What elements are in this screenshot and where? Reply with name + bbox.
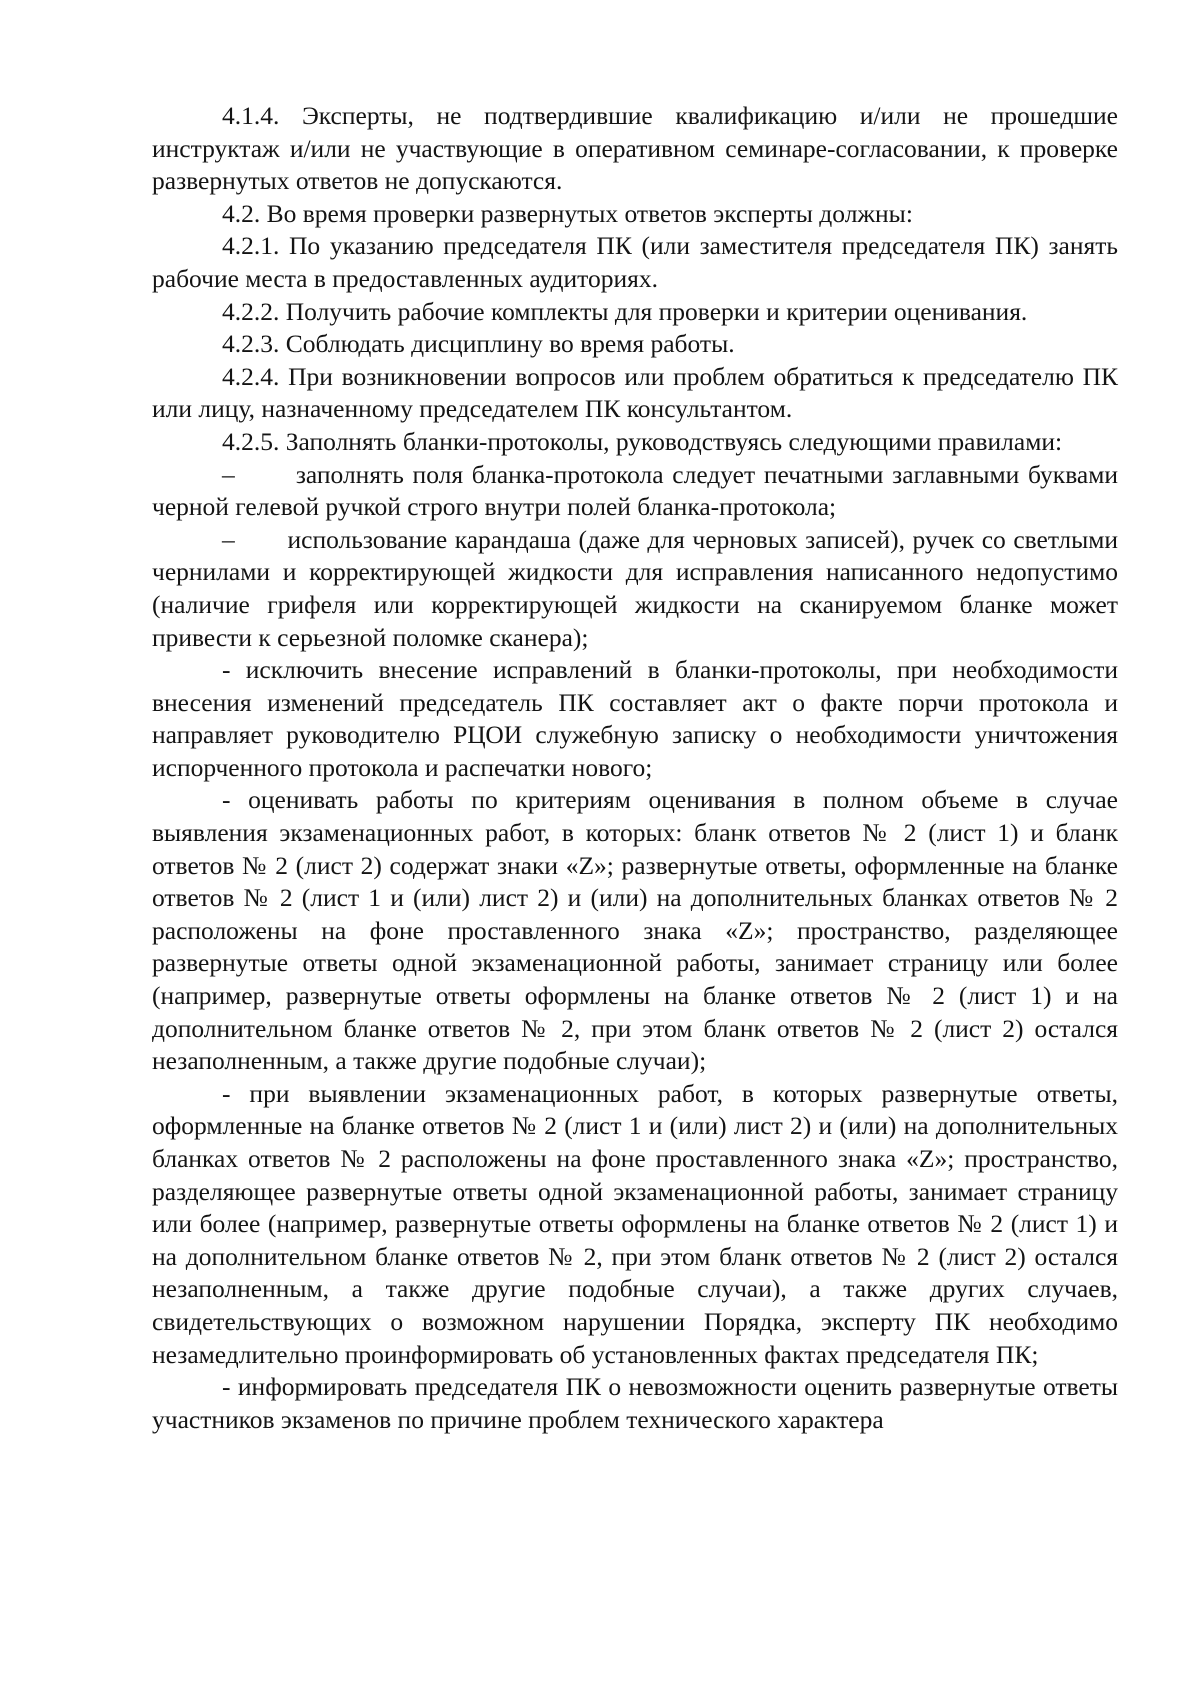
list-item-report-violations: - при выявлении экзаменационных работ, в которых развернутые ответы, оформленные на бланке ответов № 2 (лист 1 и (или) лист 2) и (или) на дополнительных бланках ответов № 2 расположены на фоне проставленного знака «Z»; пространство, разделяющее развернутые ответы одной экзаменационной работы, занимает страницу или более (например, развернутые ответы оформлены на бланке ответов № 2 (лист 1) и на дополнительном бланке ответов № 2, при этом бланк ответов № 2 (лист 2) остался незаполненным, а также другие подобные случаи), а также других случаев, свидетельствующих о возможном нарушении Порядка, эксперту ПК необходимо незамедлительно проинформировать об установленных фактах председателя ПК; (152, 1078, 1118, 1369)
paragraph-4-1-4: 4.1.4. Эксперты, не подтвердившие квалификацию и/или не прошедшие инструктаж и/или не участвующие в оперативном семинаре-согласовании, к проверке развернутых ответов не допускаются. (152, 101, 1118, 196)
paragraph-4-2-2: 4.2.2. Получить рабочие комплекты для проверки и критерии оценивания. (222, 296, 1028, 326)
paragraph-4-2-3: 4.2.3. Соблюдать дисциплину во время работы. (222, 329, 735, 359)
paragraph-4-2-1: 4.2.1. По указанию председателя ПК (или заместителя председателя ПК) занять рабочие места в предоставленных аудиториях. (152, 231, 1118, 293)
list-item-fill-fields: – заполнять поля бланка-протокола следует печатными заглавными буквами черной гелевой ручкой строго внутри полей бланка-протокола; (152, 459, 1118, 522)
list-item-pencil-prohibited: – использование карандаша (даже для черновых записей), ручек со светлыми чернилами и корректирующей жидкости для исправления написанного недопустимо (наличие грифеля или корректирующей жидкости на сканируемом бланке может привести к серьезной поломке сканера); (152, 524, 1118, 652)
paragraph-4-2: 4.2. Во время проверки развернутых ответов эксперты должны: (222, 198, 913, 228)
list-item-inform-technical: - информировать председателя ПК о невозможности оценить развернутые ответы участников экзаменов по причине проблем технического характера (152, 1372, 1118, 1434)
list-item-no-corrections: - исключить внесение исправлений в бланки-протоколы, при необходимости внесения изменений председатель ПК составляет акт о факте порчи протокола и направляет руководителю РЦОИ служебную записку о необходимости уничтожения испорченного протокола и распечатки нового; (152, 655, 1118, 782)
paragraph-4-2-5: 4.2.5. Заполнять бланки-протоколы, руководствуясь следующими правилами: (222, 426, 1063, 456)
list-item-evaluate-fully: - оценивать работы по критериям оценивания в полном объеме в случае выявления экзаменационных работ, в которых: бланк ответов № 2 (лист 1) и бланк ответов № 2 (лист 2) содержат знаки «Z»; развернутые ответы, оформленные на бланке ответов № 2 (лист 1 и (или) лист 2) и (или) на дополнительных бланках ответов № 2 расположены на фоне проставленного знака «Z»; пространство, разделяющее развернутые ответы одной экзаменационной работы, занимает страницу или более (например, развернутые ответы оформлены на бланке ответов № 2 (лист 1) и на дополнительном бланке ответов № 2, при этом бланк ответов № 2 (лист 2) остался незаполненным, а также другие подобные случаи); (152, 785, 1118, 1076)
document-page (152, 100, 1118, 1436)
paragraph-4-2-4: 4.2.4. При возникновении вопросов или проблем обратиться к председателю ПК или лицу, назначенному председателем ПК консультантом. (152, 361, 1118, 424)
